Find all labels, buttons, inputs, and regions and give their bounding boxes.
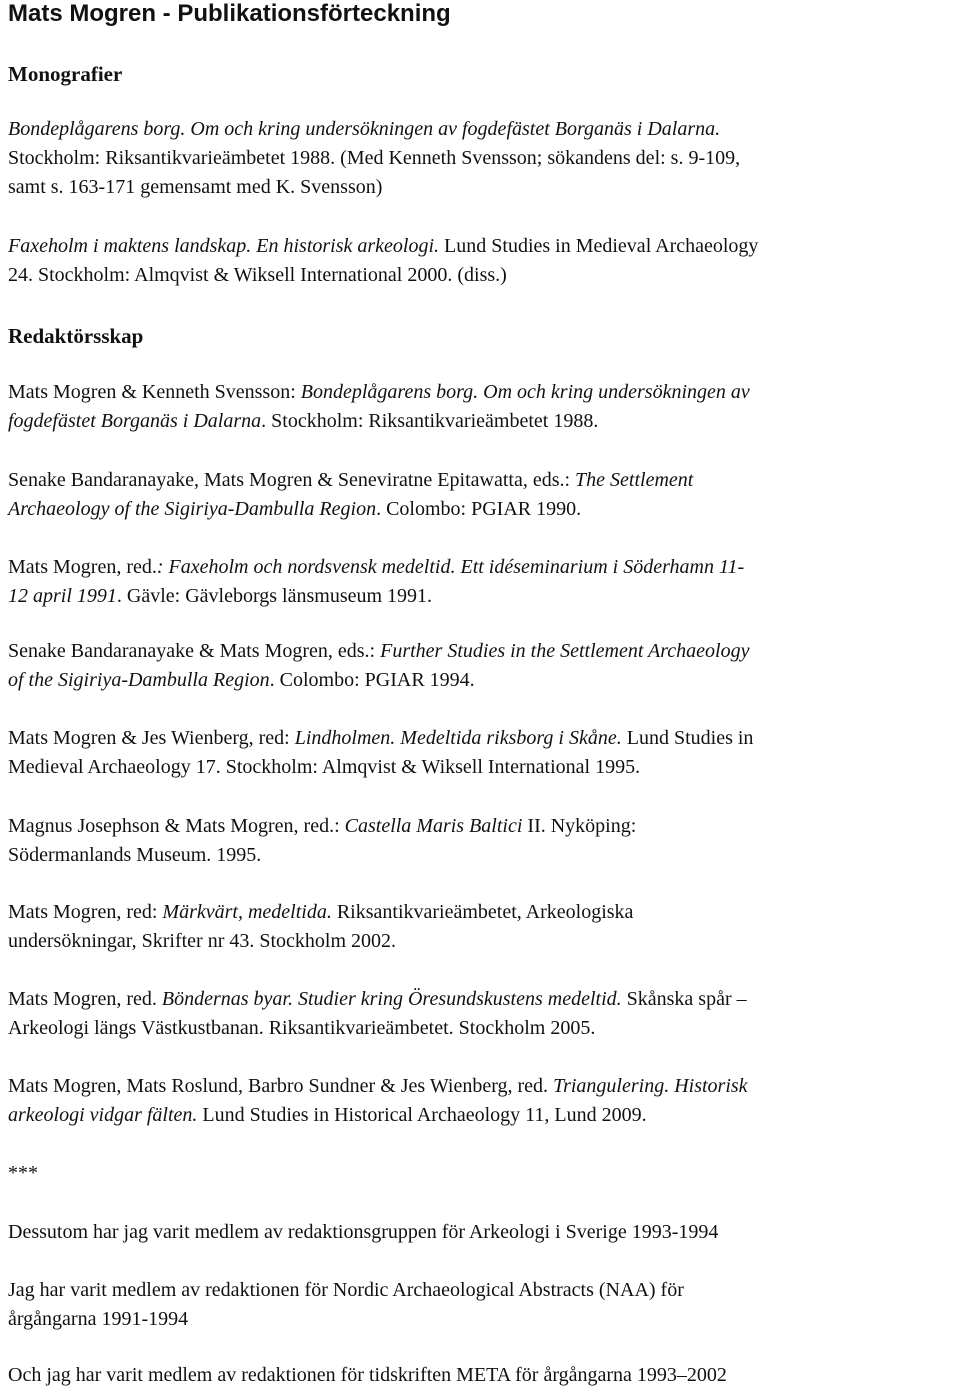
entry-title: Triangulering. Historisk [553,1075,748,1097]
editorship-entry-5 [8,724,953,782]
entry-text: Södermanlands Museum. 1995. [8,844,262,866]
entry-title: Bondeplågarens borg. Om och kring undersökningen av fogdefästet Borganäs i Dalarna. [8,118,721,140]
entry-text: Stockholm: Riksantikvarieämbetet 1988. (Med Kenneth Svensson; sökandens del: s. 9-109, [8,147,741,169]
entry-title: Lindholmen. Medeltida riksborg i Skåne. [294,727,622,749]
entry-text: II. Nyköping: [522,815,637,837]
entry-title: Castella Maris Baltici [344,815,523,837]
entry-title: of the Sigiriya-Dambulla Region [8,669,270,691]
entry-title: arkeologi vidgar fälten. [8,1104,198,1126]
editorship-entry-6 [8,812,953,870]
entry-text: Lund Studies in Historical Archaeology 11, Lund 2009. [197,1104,647,1126]
entry-text: samt s. 163-171 gemensamt med K. Svensson) [8,176,383,198]
entry-authors: Mats Mogren, red. [8,988,162,1010]
editorship-entry-9 [8,1072,953,1130]
entry-text: Arkeologi längs Västkustbanan. Riksantikvarieämbetet. Stockholm 2005. [8,1017,596,1039]
page-title: Mats Mogren - Publikationsförteckning [8,0,451,27]
entry-title: Böndernas byar. Studier kring Öresundskustens medeltid. [161,988,622,1010]
entry-authors: Magnus Josephson & Mats Mogren, red.: [8,815,345,837]
section-heading-redaktorsskap: Redaktörsskap [8,324,144,348]
separator: *** [8,1162,38,1184]
monograph-entry-1 [8,115,953,202]
entry-title: Faxeholm i maktens landskap. En historisk arkeologi. [8,235,440,257]
monograph-entry-2 [8,232,953,290]
entry-text: undersökningar, Skrifter nr 43. Stockholm 2002. [8,930,397,952]
entry-authors: Mats Mogren, Mats Roslund, Barbro Sundner & Jes Wienberg, red. [8,1075,554,1097]
entry-text: Lund Studies in [621,727,754,749]
entry-authors: Mats Mogren & Kenneth Svensson: [8,381,301,403]
editorship-entry-7 [8,898,953,956]
note-entry-3: Och jag har varit medlem av redaktionen för tidskriften META för årgångarna 1993–2002 [8,1364,727,1386]
editorship-entry-1 [8,378,953,436]
entry-text: . Colombo: PGIAR 1990. [376,498,582,520]
entry-authors: Senake Bandaranayake & Mats Mogren, eds.: [8,640,381,662]
editorship-entry-3 [8,553,953,611]
entry-text: . Stockholm: Riksantikvarieämbetet 1988. [261,410,599,432]
entry-authors: Senake Bandaranayake, Mats Mogren & Seneviratne Epitawatta, eds.: [8,469,576,491]
entry-title: 12 april 1991 [8,585,117,607]
entry-title: The Settlement [575,469,694,491]
entry-title: Märkvärt, medeltida. [162,901,332,923]
entry-authors: Mats Mogren & Jes Wienberg, red: [8,727,295,749]
entry-text: 24. Stockholm: Almqvist & Wiksell International 2000. (diss.) [8,264,507,286]
note-entry-2: Jag har varit medlem av redaktionen för Nordic Archaeological Abstracts (NAA) för årgångarna 1991-1994 [8,1279,684,1330]
section-heading-monografier: Monografier [8,62,123,86]
entry-title: Bondeplågarens borg. Om och kring undersökningen av [300,381,750,403]
entry-text: Riksantikvarieämbetet, Arkeologiska [331,901,634,923]
entry-title: Archaeology of the Sigiriya-Dambulla Region [8,498,377,520]
entry-title: : Faxeholm och nordsvensk medeltid. Ett idéseminarium i Söderhamn 11- [156,556,745,578]
entry-title: fogdefästet Borganäs i Dalarna [8,410,262,432]
entry-text: Skånska spår – [621,988,747,1010]
entry-text: Medieval Archaeology 17. Stockholm: Almqvist & Wiksell International 1995. [8,756,641,778]
entry-text: . Colombo: PGIAR 1994. [269,669,475,691]
editorship-entry-2 [8,466,953,524]
entry-title: Further Studies in the Settlement Archaeology [380,640,750,662]
editorship-entry-4 [8,637,953,695]
entry-text: . Gävle: Gävleborgs länsmuseum 1991. [116,585,433,607]
note-entry-1: Dessutom har jag varit medlem av redaktionsgruppen för Arkeologi i Sverige 1993-1994 [8,1221,719,1243]
entry-authors: Mats Mogren, red. [8,556,157,578]
entry-text: Lund Studies in Medieval Archaeology [439,235,759,257]
entry-authors: Mats Mogren, red: [8,901,163,923]
editorship-entry-8 [8,985,953,1043]
